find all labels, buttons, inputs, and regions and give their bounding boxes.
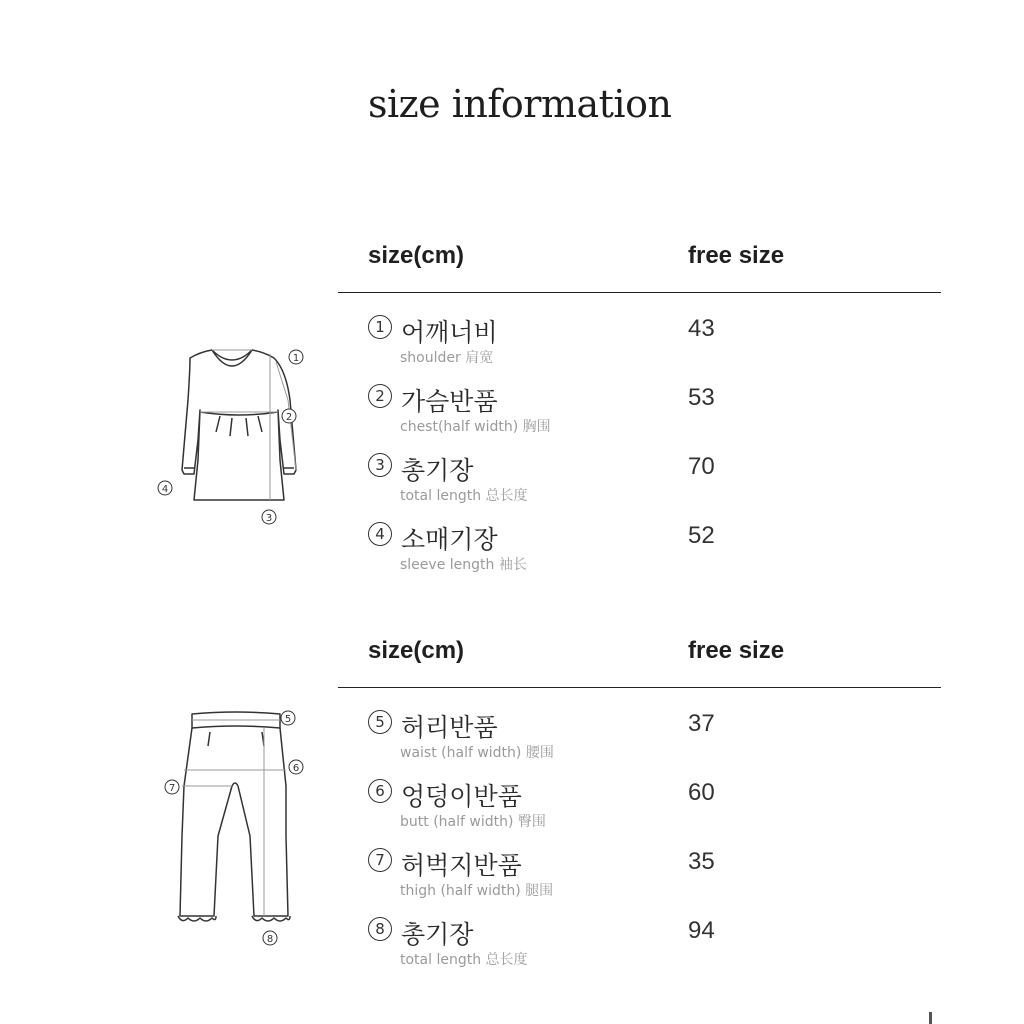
- pants-marker-7: 7: [168, 783, 176, 794]
- measurement-name: 허벅지반품: [401, 851, 522, 880]
- measurement-value: 70: [688, 453, 715, 480]
- measurement-name: 소매기장: [401, 525, 498, 554]
- measurement-name: 허리반품: [401, 713, 498, 742]
- page-title: size information: [368, 82, 672, 126]
- measurement-name: 엉덩이반품: [401, 782, 522, 811]
- measurement-value: 37: [688, 710, 715, 737]
- shirt-marker-1: 1: [292, 353, 300, 364]
- measurement-subtitle: chest(half width) 胸围: [400, 419, 551, 435]
- bottom-size-table: [338, 633, 941, 984]
- row-number: 7: [368, 848, 392, 872]
- measurement-name: 총기장: [401, 920, 474, 949]
- measurement-subtitle: waist (half width) 腰围: [400, 745, 554, 761]
- measurement-name: 어깨너비: [401, 318, 498, 347]
- shirt-diagram-icon: [150, 340, 320, 530]
- row-number: 5: [368, 710, 392, 734]
- row-number: 4: [368, 522, 392, 546]
- measurement-value: 94: [688, 917, 715, 944]
- table-row: [338, 451, 941, 520]
- measurement-subtitle: sleeve length 袖长: [400, 557, 527, 573]
- free-size-label: free size: [688, 242, 785, 269]
- row-number: 2: [368, 384, 392, 408]
- table-row: [338, 382, 941, 451]
- pants-marker-8: 8: [266, 934, 274, 945]
- measurement-subtitle: total length 总长度: [400, 488, 528, 504]
- measurement-subtitle: butt (half width) 臀围: [400, 814, 546, 830]
- row-number: 3: [368, 453, 392, 477]
- table-header: [338, 238, 941, 293]
- measurement-value: 35: [688, 848, 715, 875]
- free-size-label: free size: [688, 637, 785, 664]
- measurement-name: 총기장: [401, 456, 474, 485]
- row-number: 6: [368, 779, 392, 803]
- edge-mark: [929, 1012, 932, 1024]
- table-header: [338, 633, 941, 688]
- measurement-name: 가슴반품: [401, 387, 498, 416]
- measurement-value: 52: [688, 522, 715, 549]
- top-size-table: [338, 238, 941, 589]
- table-row: [338, 520, 941, 589]
- measurement-value: 53: [688, 384, 715, 411]
- pants-diagram-icon: [160, 706, 310, 951]
- size-unit-label: size(cm): [368, 242, 465, 269]
- table-row: [338, 313, 941, 382]
- shirt-marker-3: 3: [265, 513, 273, 524]
- measurement-subtitle: thigh (half width) 腿围: [400, 883, 554, 899]
- pants-marker-5: 5: [284, 714, 292, 725]
- row-number: 1: [368, 315, 392, 339]
- table-row: [338, 915, 941, 984]
- measurement-value: 60: [688, 779, 715, 806]
- table-row: [338, 777, 941, 846]
- pants-marker-6: 6: [292, 763, 300, 774]
- table-row: [338, 708, 941, 777]
- measurement-subtitle: total length 总长度: [400, 952, 528, 968]
- measurement-subtitle: shoulder 肩宽: [400, 350, 494, 366]
- measurement-value: 43: [688, 315, 715, 342]
- row-number: 8: [368, 917, 392, 941]
- shirt-marker-4: 4: [161, 484, 169, 495]
- table-row: [338, 846, 941, 915]
- size-unit-label: size(cm): [368, 637, 465, 664]
- shirt-marker-2: 2: [285, 412, 293, 423]
